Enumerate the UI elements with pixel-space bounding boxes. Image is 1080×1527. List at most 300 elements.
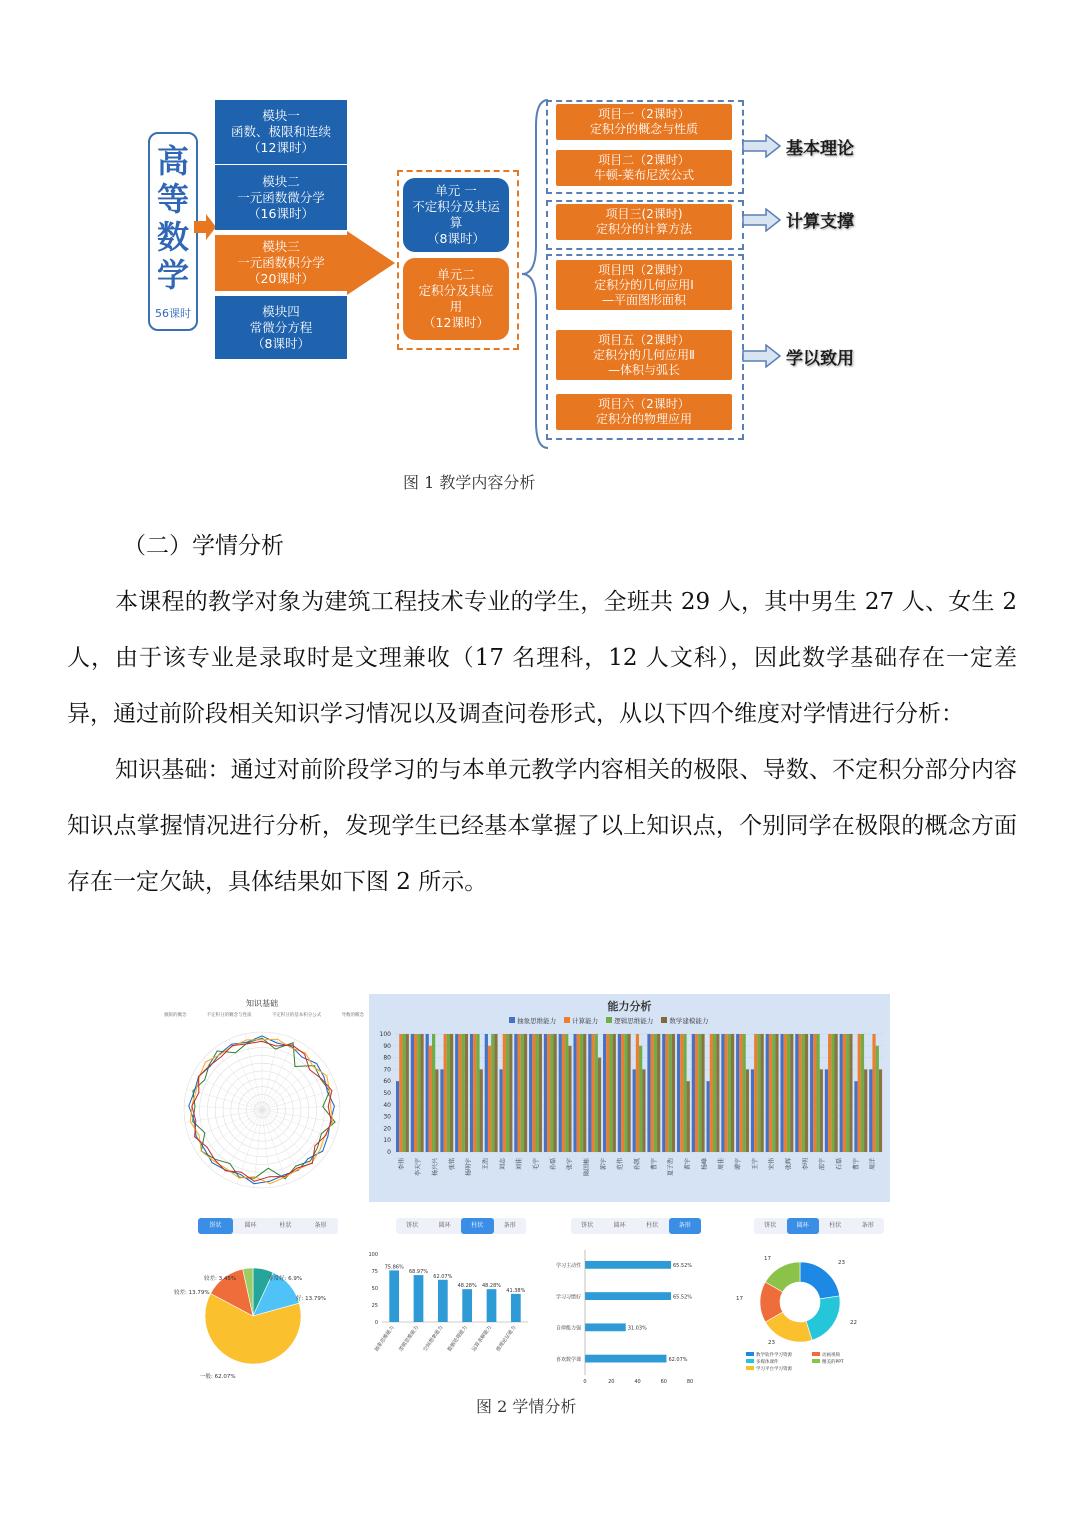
- y-tick-label: 40: [383, 1101, 391, 1109]
- course-title: 高等数学: [156, 142, 189, 294]
- bar: [677, 1034, 680, 1152]
- ability-legend: [509, 1016, 708, 1025]
- bar: [585, 1261, 671, 1269]
- tab-bar[interactable]: 条形: [861, 1222, 874, 1229]
- project-3-name: 项目三(2课时): [605, 207, 683, 221]
- project-3: [556, 204, 732, 240]
- module-3-hours: （20课时）: [248, 271, 314, 286]
- bar: [613, 1034, 616, 1152]
- bar: [462, 1034, 465, 1152]
- bar: [524, 1034, 527, 1152]
- bar: [816, 1034, 819, 1152]
- bar: [573, 1034, 576, 1152]
- bar: [828, 1034, 831, 1152]
- y-tick-label: 25: [371, 1303, 378, 1309]
- bar: [473, 1034, 476, 1152]
- y-tick-label: 100: [379, 1031, 391, 1038]
- column-chart: [360, 1240, 535, 1390]
- bar: [402, 1034, 405, 1152]
- module-2: [215, 165, 347, 230]
- bar: [780, 1034, 783, 1152]
- x-tick-label: 邵宇: [819, 1158, 827, 1171]
- module-4-name: 模块四: [262, 303, 300, 319]
- y-tick-label: 学习主动性: [555, 1263, 581, 1270]
- project-1: [556, 104, 732, 140]
- y-tick-label: 20: [383, 1125, 391, 1133]
- y-tick-label: 喜欢数学课: [555, 1356, 581, 1363]
- bar: [784, 1034, 787, 1152]
- bar: [396, 1081, 399, 1152]
- bar: [536, 1034, 539, 1152]
- y-tick-label: 30: [383, 1113, 391, 1121]
- bar: [503, 1034, 506, 1152]
- data-label: 17: [736, 1296, 743, 1302]
- unit-2-name: 单元二: [437, 267, 475, 282]
- data-label: 75.86%: [384, 1264, 404, 1271]
- bar: [603, 1034, 606, 1152]
- legend-swatch: [746, 1359, 754, 1363]
- data-label: 62.07%: [433, 1273, 453, 1280]
- x-tick-label: 数据处理能力: [446, 1324, 469, 1353]
- x-tick-label: 王宇: [751, 1158, 759, 1171]
- legend-label: 动画视频: [822, 1353, 840, 1358]
- module-3-name: 模块三: [262, 239, 300, 254]
- bar: [665, 1034, 668, 1152]
- bar: [488, 1046, 491, 1152]
- radar-spoke: [193, 1073, 262, 1110]
- y-tick-label: 100: [368, 1252, 378, 1258]
- bar: [757, 1034, 760, 1152]
- module-1-hours: （12课时）: [248, 140, 314, 155]
- section-heading: （二）学情分析: [123, 533, 284, 559]
- chart-tabs[interactable]: [571, 1218, 701, 1234]
- bar: [802, 1034, 805, 1152]
- radar-panel: [158, 994, 366, 1200]
- bar: [470, 1034, 473, 1152]
- data-label: 23: [768, 1340, 775, 1346]
- y-tick-label: 90: [383, 1042, 391, 1050]
- y-tick-label: 70: [383, 1066, 391, 1074]
- legend-swatch: [812, 1359, 820, 1363]
- x-tick-label: 孙磊: [549, 1158, 557, 1171]
- bar: [414, 1275, 424, 1322]
- legend-item: 导数的概念: [341, 1013, 364, 1018]
- bar: [598, 1058, 601, 1152]
- y-tick-label: 学习习惯好: [555, 1294, 581, 1301]
- bar: [606, 1034, 609, 1152]
- bar: [716, 1034, 719, 1152]
- bar: [710, 1034, 713, 1152]
- project-4: [556, 260, 732, 310]
- bar: [739, 1034, 742, 1152]
- x-tick-label: 谭宇: [734, 1158, 742, 1171]
- x-tick-label: 刘志: [499, 1158, 507, 1171]
- bar: [562, 1034, 565, 1152]
- project-3-title: 定积分的计算方法: [595, 222, 692, 236]
- bar: [846, 1034, 849, 1152]
- bar: [458, 1034, 461, 1152]
- y-tick-label: 0: [374, 1320, 378, 1326]
- bar: [565, 1034, 568, 1152]
- donut-slice: [800, 1262, 840, 1299]
- donut-panel: [728, 1210, 890, 1390]
- x-tick-label: 推理论证能力: [495, 1324, 518, 1353]
- x-tick-label: 刘佳: [516, 1158, 524, 1171]
- bar: [701, 1034, 704, 1152]
- paragraph-1: 本课程的教学对象为建筑工程技术专业的学生，全班共 29 人，其中男生 27 人、女生 2 人，由于该专业是录取时是文理兼收（17 名理科，12 人文科），因此数学基础存在一定差异，通过前阶段相关知识学习情况以及调查问卷形式，从以下四个维度对学情进行分析：: [67, 589, 1017, 727]
- bar: [651, 1034, 654, 1152]
- module-1: [215, 100, 347, 164]
- bar: [787, 1034, 790, 1152]
- legend-item: 数学建模能力: [661, 1016, 708, 1025]
- tab-ring[interactable]: 圆环: [613, 1222, 626, 1229]
- bar: [485, 1034, 488, 1152]
- data-label: 48.28%: [457, 1283, 477, 1290]
- pie-label: 较差: 13.79%: [174, 1290, 210, 1296]
- x-tick-label: 宋伟: [768, 1158, 776, 1171]
- x-tick-label: 张铭: [448, 1158, 456, 1171]
- pie-label: 一般: 62.07%: [200, 1374, 236, 1380]
- ability-panel: [369, 994, 890, 1202]
- module-3: [215, 231, 347, 295]
- bar: [447, 1034, 450, 1152]
- bar: [609, 1034, 612, 1152]
- hbar-chart: [535, 1240, 710, 1390]
- bar: [432, 1034, 435, 1152]
- chart-tabs[interactable]: [754, 1218, 884, 1234]
- bar: [876, 1046, 879, 1152]
- bar: [491, 1034, 494, 1152]
- legend-item: 极限的概念: [164, 1013, 187, 1018]
- bar: [577, 1034, 580, 1152]
- x-tick-label: 空间想象能力: [422, 1324, 445, 1353]
- category-apply: 学以致用: [786, 349, 854, 369]
- bar: [518, 1034, 521, 1152]
- bar: [618, 1034, 621, 1152]
- project-5: [556, 330, 732, 380]
- bar: [568, 1046, 571, 1152]
- bar: [455, 1034, 458, 1152]
- bar: [417, 1034, 420, 1152]
- legend-swatch: [812, 1352, 820, 1356]
- radar-spoke: [208, 1110, 262, 1167]
- bar: [721, 1034, 724, 1152]
- bar: [544, 1034, 547, 1152]
- data-label: 17: [764, 1256, 771, 1262]
- figure-1-caption: 图 1 教学内容分析: [403, 473, 536, 492]
- x-tick-label: 石磊: [835, 1158, 843, 1171]
- y-tick-label: 0: [387, 1149, 391, 1156]
- unit-1-hours: （8课时）: [427, 231, 485, 246]
- radar-spoke: [262, 1060, 321, 1110]
- x-tick-label: 曹宇: [852, 1158, 860, 1171]
- column-panel: [360, 1210, 535, 1390]
- x-tick-label: 黄宇: [684, 1158, 692, 1171]
- bar: [621, 1034, 624, 1152]
- bar: [476, 1034, 479, 1152]
- bar: [713, 1034, 716, 1152]
- arrow-right-icon: [742, 344, 782, 368]
- pie-label: 较差: 3.45%: [204, 1276, 237, 1282]
- bar: [480, 1069, 483, 1152]
- data-label: 65.52%: [672, 1263, 693, 1270]
- x-tick-label: 运算求解能力: [471, 1324, 494, 1353]
- body-text: [67, 518, 1017, 910]
- project-6: [556, 394, 732, 430]
- bar: [772, 1034, 775, 1152]
- bar: [529, 1034, 532, 1152]
- tab-bar[interactable]: 条形: [314, 1222, 327, 1229]
- bar: [864, 1069, 867, 1152]
- bar: [728, 1034, 731, 1152]
- legend-label: 精美的PPT: [822, 1360, 844, 1365]
- bar: [751, 1069, 754, 1152]
- arrow-right-icon: [742, 134, 782, 158]
- bar: [736, 1034, 739, 1152]
- pie-label: 非常好: 6.9%: [268, 1276, 303, 1282]
- tab-column[interactable]: 柱状: [279, 1222, 292, 1229]
- bar: [683, 1034, 686, 1152]
- x-tick-label: 20: [608, 1379, 615, 1385]
- legend-item: 逻辑思维能力: [606, 1016, 653, 1025]
- x-tick-label: 张辉: [785, 1158, 793, 1171]
- x-tick-label: 周佳: [718, 1158, 726, 1171]
- tab-pie[interactable]: 饼状: [764, 1222, 777, 1229]
- x-tick-label: 逻辑思维能力: [398, 1324, 421, 1353]
- x-tick-label: 孙凯: [634, 1158, 641, 1171]
- bar: [547, 1034, 550, 1152]
- bar: [687, 1081, 690, 1152]
- bar: [426, 1034, 429, 1152]
- bar: [591, 1034, 594, 1152]
- pie-label: 好: 13.79%: [296, 1296, 327, 1302]
- bar: [438, 1280, 448, 1322]
- radar-chart: [158, 1018, 366, 1200]
- module-4: [215, 296, 347, 359]
- bar: [444, 1034, 447, 1152]
- data-label: 31.03%: [627, 1325, 647, 1332]
- bar: [506, 1034, 509, 1152]
- bar: [532, 1034, 535, 1152]
- bar: [813, 1034, 816, 1152]
- x-tick-label: 曹宇: [650, 1158, 658, 1171]
- project-4-name: 项目四（2课时）: [598, 262, 690, 277]
- bar: [698, 1034, 701, 1152]
- y-tick-label: 50: [383, 1090, 391, 1097]
- bar: [761, 1034, 764, 1152]
- paragraph-2: 知识基础：通过对前阶段学习的与本单元教学内容相关的极限、导数、不定积分部分内容知识点掌握情况进行分析，发现学生已经基本掌握了以上知识点，个别同学在极限的概念方面存在一定欠缺，具体结果如下图 2 所示。: [67, 757, 1017, 895]
- legend-item: 不定积分的基本积分公式: [271, 1013, 322, 1018]
- bar: [585, 1292, 671, 1300]
- project-1-title: 定积分的概念与性质: [589, 122, 698, 136]
- bar: [399, 1034, 402, 1152]
- project-2-name: 项目二（2课时）: [598, 153, 690, 167]
- tab-pie[interactable]: 饼状: [198, 1218, 233, 1234]
- bar: [435, 1069, 438, 1152]
- legend-label: 多媒体课件: [756, 1360, 779, 1365]
- legend-label: 学习平台学习资源: [756, 1367, 792, 1372]
- bar: [820, 1069, 823, 1152]
- bar: [494, 1034, 497, 1152]
- project-5-sub: —体积与弧长: [607, 362, 680, 377]
- bar: [585, 1323, 626, 1331]
- y-tick-label: 60: [383, 1078, 391, 1086]
- bar: [487, 1289, 497, 1322]
- x-tick-label: 毛宇: [533, 1158, 541, 1171]
- tab-bar[interactable]: 条形: [503, 1222, 516, 1229]
- bar: [805, 1034, 808, 1152]
- x-tick-label: 陈国栋: [583, 1158, 591, 1177]
- legend-item: 抽象思维能力: [509, 1016, 556, 1025]
- bar: [429, 1046, 432, 1152]
- x-tick-label: 杨峰: [701, 1158, 709, 1171]
- tab-ring[interactable]: 圆环: [787, 1218, 820, 1234]
- course-hours: 56课时: [155, 307, 191, 320]
- project-2: [556, 150, 732, 186]
- bar: [420, 1034, 423, 1152]
- bar: [798, 1034, 801, 1152]
- bar: [414, 1034, 417, 1152]
- chart-tabs[interactable]: [198, 1218, 338, 1234]
- bar: [869, 1069, 872, 1152]
- x-tick-label: 80: [686, 1379, 694, 1385]
- bar: [654, 1034, 657, 1152]
- tab-column[interactable]: 柱状: [646, 1222, 659, 1229]
- bar: [834, 1034, 837, 1152]
- y-tick-label: 75: [371, 1269, 378, 1275]
- project-5-title: 定积分的几何应用Ⅱ: [593, 347, 695, 362]
- data-label: 68.97%: [408, 1269, 429, 1276]
- bar: [559, 1034, 562, 1152]
- unit-1-title: 不定积分及其运算: [412, 199, 500, 230]
- bar: [462, 1289, 472, 1322]
- category-theory: 基本理论: [786, 139, 854, 159]
- tab-ring[interactable]: 圆环: [244, 1222, 257, 1229]
- chart-tabs[interactable]: [396, 1218, 526, 1234]
- y-tick-label: 50: [371, 1286, 378, 1292]
- bar: [511, 1294, 521, 1322]
- bar: [465, 1034, 468, 1152]
- project-4-title: 定积分的几何应用Ⅰ: [594, 277, 694, 292]
- tab-bar[interactable]: 条形: [669, 1218, 702, 1234]
- bar: [766, 1034, 769, 1152]
- legend-swatch: [746, 1352, 754, 1356]
- x-tick-label: 范伟: [617, 1158, 625, 1171]
- bar: [858, 1034, 861, 1152]
- donut-chart: [728, 1240, 890, 1390]
- x-tick-label: 李明: [802, 1158, 810, 1171]
- y-tick-label: 10: [383, 1137, 391, 1145]
- bar: [583, 1034, 586, 1152]
- course-scroll: [148, 132, 198, 331]
- bar: [669, 1034, 672, 1152]
- bar: [680, 1034, 683, 1152]
- tab-pie[interactable]: 饼状: [581, 1222, 594, 1229]
- bar: [642, 1069, 645, 1152]
- x-tick-label: 郭宇: [600, 1158, 608, 1171]
- bar: [840, 1034, 843, 1152]
- bar: [672, 1034, 675, 1152]
- bar: [514, 1034, 517, 1152]
- bar: [743, 1034, 746, 1152]
- x-tick-label: 40: [634, 1379, 641, 1385]
- legend-item: 计算能力: [564, 1016, 598, 1025]
- x-tick-label: 李伟: [398, 1158, 406, 1171]
- unit-2-title: 定积分及其应用: [418, 283, 494, 314]
- x-tick-label: 60: [660, 1379, 667, 1385]
- bar: [521, 1034, 524, 1152]
- ability-title: 能力分析: [607, 1000, 652, 1013]
- project-6-title: 定积分的物理应用: [595, 412, 692, 426]
- bar: [550, 1034, 553, 1152]
- module-4-hours: （8课时）: [252, 335, 310, 351]
- module-1-name: 模块一: [262, 108, 300, 123]
- x-tick-label: 李天宇: [415, 1158, 423, 1177]
- data-label: 62.07%: [668, 1356, 688, 1363]
- project-5-name: 项目五（2课时）: [598, 332, 690, 347]
- x-tick-label: 抽象思维能力: [373, 1324, 396, 1353]
- legend-item: 不定积分的概念与性质: [206, 1013, 252, 1018]
- hbar-panel: [535, 1210, 710, 1390]
- bar: [595, 1034, 598, 1152]
- bar: [707, 1081, 710, 1152]
- bar: [861, 1034, 864, 1152]
- bar: [849, 1034, 852, 1152]
- radar-title: 知识基础: [246, 999, 278, 1008]
- data-label: 48.28%: [481, 1283, 502, 1290]
- ability-bar-chart: [369, 1026, 890, 1202]
- tab-column[interactable]: 柱状: [461, 1218, 494, 1234]
- legend-swatch: [746, 1366, 754, 1370]
- project-1-name: 项目一（2课时）: [598, 107, 690, 121]
- bar: [872, 1034, 875, 1152]
- module-2-title: 一元函数微分学: [237, 189, 325, 205]
- bar: [657, 1034, 660, 1152]
- radar-spoke: [262, 1110, 287, 1184]
- legend-label: 数学软件学习资源: [756, 1353, 792, 1358]
- y-tick-label: 80: [383, 1054, 391, 1062]
- x-tick-label: 王浩: [482, 1158, 490, 1171]
- bar: [633, 1069, 636, 1152]
- tab-column[interactable]: 柱状: [829, 1222, 842, 1229]
- y-tick-label: 自律能力强: [555, 1325, 581, 1332]
- bar: [725, 1034, 728, 1152]
- bar: [795, 1034, 798, 1152]
- bar: [662, 1034, 665, 1152]
- bar: [775, 1034, 778, 1152]
- bar: [450, 1034, 453, 1152]
- unit-2-hours: （12课时）: [423, 315, 489, 330]
- radar-spoke: [237, 1110, 262, 1184]
- data-label: 41.38%: [506, 1287, 526, 1294]
- bar: [647, 1034, 650, 1152]
- x-tick-label: 0: [583, 1379, 587, 1385]
- bar: [389, 1270, 399, 1322]
- project-6-name: 项目六（2课时）: [598, 397, 690, 411]
- unit-2: [403, 258, 509, 340]
- pie-panel: [158, 1210, 348, 1390]
- module-2-hours: （16课时）: [248, 205, 314, 221]
- tab-pie[interactable]: 饼状: [406, 1222, 419, 1229]
- data-label: 65.52%: [672, 1294, 693, 1301]
- bar: [539, 1034, 542, 1152]
- project-4-sub: —平面图形面积: [601, 292, 686, 307]
- bar: [554, 1034, 557, 1152]
- tab-ring[interactable]: 圆环: [438, 1222, 451, 1229]
- x-tick-label: 杨明宇: [465, 1158, 473, 1177]
- module-3-title: 一元函数积分学: [237, 255, 325, 270]
- bar: [440, 1069, 443, 1152]
